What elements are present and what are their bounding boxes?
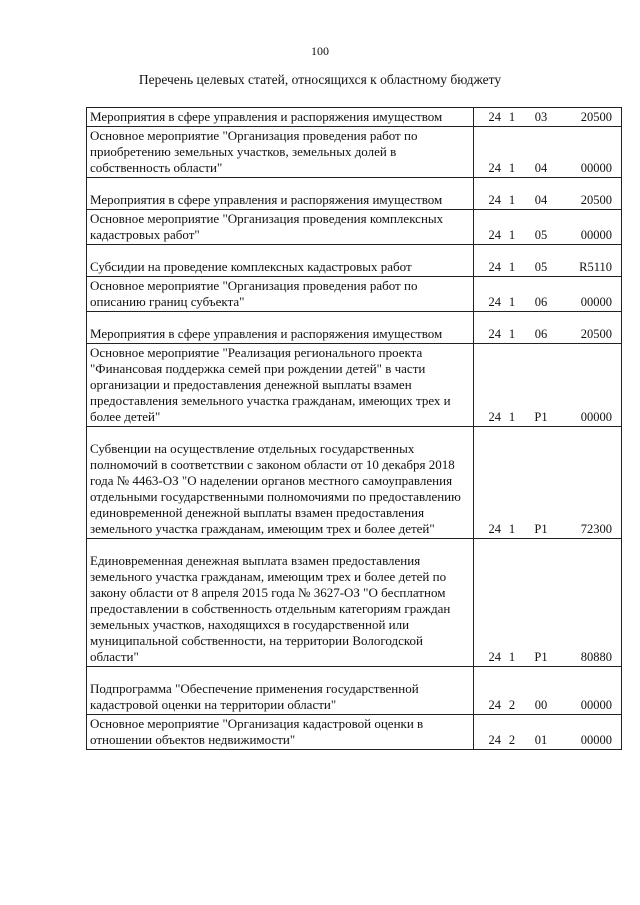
table-row	[87, 427, 622, 539]
row-code-cell	[474, 344, 622, 427]
row-description: Единовременная денежная выплата взамен предоставления земельного участка гражданам, имеющим трех и более детей по закону области от 8 апреля 2015 года № 3627-ОЗ "О бесплатном предоставлении в собственность отдельным категориям граждан земельных участков, находящихся в государственной или муниципальной собственности, на территории Вологодской области"	[87, 539, 474, 667]
code-part-c1: 24	[488, 327, 501, 341]
code-part-c4: R5110	[579, 260, 612, 274]
code-part-c2: 1	[508, 295, 516, 309]
code-part-c2: 1	[508, 522, 516, 536]
code-part-c4: 00000	[580, 733, 612, 747]
table-row	[87, 667, 622, 715]
row-code-cell	[474, 178, 622, 210]
row-code-cell	[474, 667, 622, 715]
row-description: Мероприятия в сфере управления и распоряжения имуществом	[87, 108, 474, 127]
code-part-c1: 24	[488, 733, 501, 747]
table-row	[87, 539, 622, 667]
code-part-c3: P1	[534, 650, 548, 664]
row-code	[477, 521, 618, 537]
row-code-cell	[474, 277, 622, 312]
table-row	[87, 108, 622, 127]
code-part-c2: 1	[508, 228, 516, 242]
code-part-c2: 1	[508, 193, 516, 207]
row-description: Мероприятия в сфере управления и распоряжения имуществом	[87, 312, 474, 344]
target-articles-table	[86, 107, 622, 750]
code-part-c2: 1	[508, 650, 516, 664]
code-part-c4: 00000	[580, 295, 612, 309]
code-part-c1: 24	[488, 698, 501, 712]
row-description: Основное мероприятие "Организация кадастровой оценки в отношении объектов недвижимости"	[87, 715, 474, 750]
row-code-cell	[474, 127, 622, 178]
row-code	[477, 409, 618, 425]
code-part-c2: 1	[508, 260, 516, 274]
code-part-c3: 06	[534, 295, 548, 309]
code-part-c3: 04	[534, 161, 548, 175]
row-description: Мероприятия в сфере управления и распоряжения имуществом	[87, 178, 474, 210]
table-row	[87, 178, 622, 210]
table-row	[87, 210, 622, 245]
row-code	[477, 732, 618, 748]
code-part-c4: 00000	[580, 410, 612, 424]
code-part-c3: 00	[534, 698, 548, 712]
row-code	[477, 192, 618, 208]
code-part-c2: 1	[508, 161, 516, 175]
code-part-c4: 80880	[580, 650, 612, 664]
page-title: Перечень целевых статей, относящихся к областному бюджету	[138, 72, 502, 87]
row-code-cell	[474, 210, 622, 245]
row-code	[477, 259, 618, 275]
code-part-c3: 05	[534, 260, 548, 274]
code-part-c2: 2	[508, 698, 516, 712]
row-code-cell	[474, 539, 622, 667]
code-part-c3: P1	[534, 522, 548, 536]
code-part-c4: 20500	[580, 110, 612, 124]
code-part-c1: 24	[488, 110, 501, 124]
row-code	[477, 697, 618, 713]
table-row	[87, 245, 622, 277]
code-part-c4: 20500	[580, 193, 612, 207]
row-code	[477, 227, 618, 243]
code-part-c3: 06	[534, 327, 548, 341]
row-code-cell	[474, 312, 622, 344]
code-part-c1: 24	[488, 260, 501, 274]
page-number: 100	[311, 44, 329, 58]
table-row	[87, 277, 622, 312]
code-part-c3: 03	[534, 110, 548, 124]
row-description: Подпрограмма "Обеспечение применения государственной кадастровой оценки на территории области"	[87, 667, 474, 715]
code-part-c2: 1	[508, 410, 516, 424]
code-part-c3: 04	[534, 193, 548, 207]
row-code	[477, 109, 618, 125]
code-part-c2: 1	[508, 110, 516, 124]
row-code-cell	[474, 108, 622, 127]
row-code-cell	[474, 245, 622, 277]
code-part-c4: 20500	[580, 327, 612, 341]
code-part-c1: 24	[488, 410, 501, 424]
table-row	[87, 127, 622, 178]
code-part-c1: 24	[488, 522, 501, 536]
code-part-c2: 1	[508, 327, 516, 341]
row-code	[477, 326, 618, 342]
code-part-c4: 00000	[580, 228, 612, 242]
code-part-c3: 05	[534, 228, 548, 242]
code-part-c3: 01	[534, 733, 548, 747]
code-part-c3: P1	[534, 410, 548, 424]
row-description: Субвенции на осуществление отдельных государственных полномочий в соответствии с законом области от 10 декабря 2018 года № 4463-ОЗ "О наделении органов местного самоуправления отдельными государственными полномочиями по предоставлению единовременной денежной выплаты взамен предоставления земельного участка гражданам, имеющим трех и более детей"	[87, 427, 474, 539]
row-description: Основное мероприятие "Организация проведения работ по описанию границ субъекта"	[87, 277, 474, 312]
table-row	[87, 344, 622, 427]
code-part-c1: 24	[488, 650, 501, 664]
table-row	[87, 715, 622, 750]
row-code-cell	[474, 427, 622, 539]
table-row	[87, 312, 622, 344]
row-description: Основное мероприятие "Организация проведения комплексных кадастровых работ"	[87, 210, 474, 245]
code-part-c4: 00000	[580, 698, 612, 712]
row-description: Основное мероприятие "Реализация регионального проекта "Финансовая поддержка семей при рождении детей" в части организации и предоставления денежной выплаты взамен предоставления земельного участка гражданам, имеющих трех и более детей"	[87, 344, 474, 427]
code-part-c1: 24	[488, 193, 501, 207]
row-code	[477, 294, 618, 310]
code-part-c1: 24	[488, 295, 501, 309]
row-description: Субсидии на проведение комплексных кадастровых работ	[87, 245, 474, 277]
row-code	[477, 160, 618, 176]
row-code-cell	[474, 715, 622, 750]
row-description: Основное мероприятие "Организация проведения работ по приобретению земельных участков, земельных долей в собственность области"	[87, 127, 474, 178]
code-part-c2: 2	[508, 733, 516, 747]
code-part-c1: 24	[488, 228, 501, 242]
code-part-c1: 24	[488, 161, 501, 175]
code-part-c4: 00000	[580, 161, 612, 175]
row-code	[477, 649, 618, 665]
code-part-c4: 72300	[580, 522, 612, 536]
